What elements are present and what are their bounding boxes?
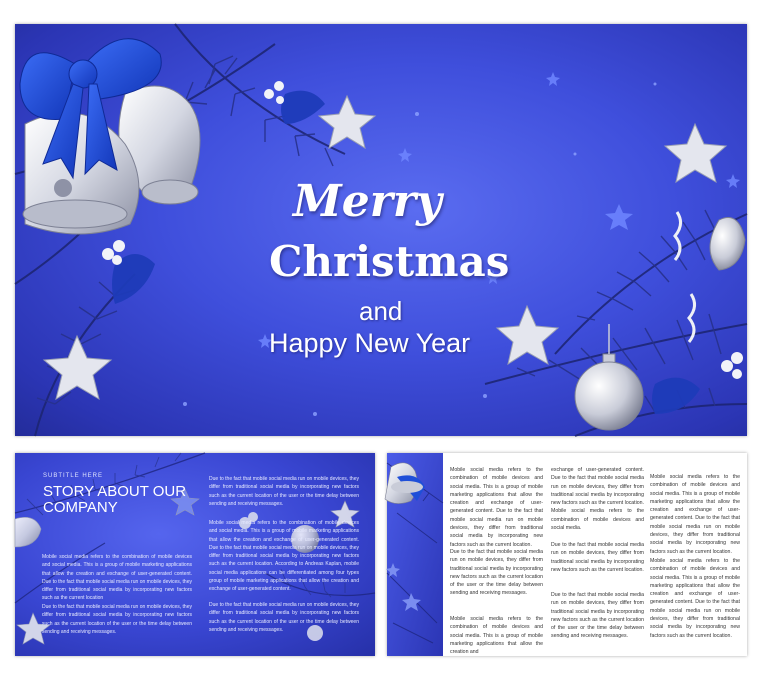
text-column-2-paragraph: Due to the fact that mobile social media run on mobile devices, they differ from traditional social media by incorporating new factors such as the current location. <box>551 542 644 573</box>
text-column-1-paragraph: Mobile social media refers to the combination of mobile devices and social media. This is a group of mobile marketing applications that allow the creation and exchange of user-generated content. Due to the fact that mobile social media run on mobile devices, they differ from traditional social media by incorporating new factors such as the current location. <box>450 467 543 548</box>
main-slide-thumbnail[interactable] <box>15 24 747 436</box>
text-column-1-paragraph: Mobile social media refers to the combination of mobile devices and social media. This is a group of mobile marketing applications that allow the creation and <box>450 616 543 656</box>
text-column-2-paragraph: exchange of user-generated content. Due to the fact that mobile social media run on mobile devices, they differ from traditional social media by incorporating new factors such as the current location. Mobile social media refers to the combination of mobile devices and social media. <box>551 467 644 532</box>
text-slide-thumbnail[interactable] <box>387 453 747 656</box>
story-subtitle: SUBTITLE HERE <box>43 473 104 479</box>
text-slide-side-art <box>387 453 443 656</box>
story-paragraph: Due to the fact that mobile social media run on mobile devices, they differ from traditional social media by incorporating new factors such as the current location of the user or the time delay between sending and receiving messages. <box>42 604 192 635</box>
story-paragraph: Mobile social media refers to the combination of mobile devices and social media. This is a group of mobile marketing applications that allow the creation and exchange of user-generated content. Due to the fact that mobile social media run on mobile devices, they differ from traditional social media by incorporating new factors such as the current location <box>42 554 192 602</box>
title-christmas: Christmas <box>269 237 510 286</box>
story-title: STORY ABOUT OUR COMPANY <box>43 483 187 516</box>
text-column-1-paragraph: Due to the fact that mobile social media run on mobile devices, they differ from traditional social media by incorporating new factors such as the current location of the user or the time delay between sending and receiving messages. <box>450 549 543 597</box>
story-slide-thumbnail[interactable] <box>15 453 375 656</box>
text-column-3-paragraph: Mobile social media refers to the combination of mobile devices and social media. This is a group of mobile marketing applications that allow the creation and exchange of user-generated content. Due to the fact that mobile social media run on mobile devices, they differ from traditional social media by incorporating new factors such as the current location. <box>650 558 740 639</box>
story-paragraph: Due to the fact that mobile social media run on mobile devices, they differ from traditional social media by incorporating new factors such as the current location of the user or the time delay between sending and receiving messages. <box>209 476 359 507</box>
title-happy-new-year: Happy New Year <box>269 328 471 358</box>
story-paragraph: Mobile social media refers to the combination of mobile devices and social media. This is a group of mobile marketing applications that allow the creation and exchange of user-generated content. Due to the fact that mobile social media run on mobile devices, they differ from traditional social media by incorporating new factors such as the current location. According to Andreas Kaplan, mobile social media applications can be differentiated among four types group of mobile marketing applications that allow the creation and exchange of user-generated content. <box>209 520 359 593</box>
text-column-2-paragraph: Due to the fact that mobile social media run on mobile devices, they differ from traditional social media by incorporating new factors such as the current location of the user or the time delay between sending and receiving messages. <box>551 592 644 640</box>
story-paragraph: Due to the fact that mobile social media run on mobile devices, they differ from traditional social media by incorporating new factors such as the current location of the user or the time delay between sending and receiving messages. <box>209 602 359 633</box>
text-column-3-paragraph: Mobile social media refers to the combination of mobile devices and social media. This is a group of mobile marketing applications that allow the creation and exchange of user-generated content. Due to the fact that mobile social media run on mobile devices, they differ from traditional social media by incorporating new factors such as the current location. <box>650 474 740 555</box>
christmas-decoration-art <box>15 24 747 436</box>
title-merry: Merry <box>293 176 442 227</box>
title-and: and <box>359 296 403 326</box>
